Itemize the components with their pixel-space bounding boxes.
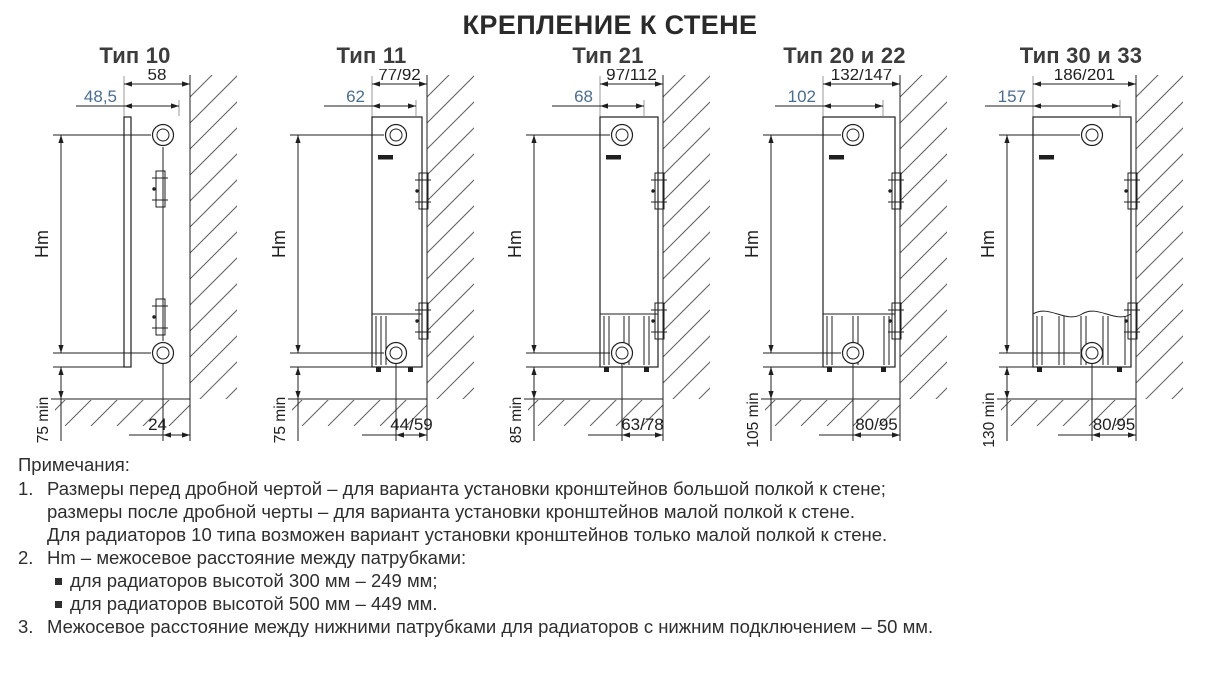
notes-section — [18, 453, 1203, 638]
diagram-column-tip-11 — [261, 43, 483, 449]
bullet-square-icon — [55, 578, 62, 585]
diagram-tip-11 — [262, 69, 482, 449]
diagram-title-tip-30-33: Тип 30 и 33 — [1019, 43, 1143, 68]
dim-label-hm: Hm — [741, 230, 762, 258]
dim-label-hm: Hm — [268, 230, 289, 258]
dim-label-wall-offset: 80/95 — [1092, 415, 1136, 434]
dim-label-depth-front: 62 — [345, 87, 365, 106]
dim-label-floor-min: 75 min — [271, 396, 289, 444]
diagram-tip-30-33 — [971, 69, 1191, 449]
diagram-tip-20-22 — [735, 69, 955, 449]
note-body — [47, 615, 1203, 638]
note-line: размеры после дробной черты – для варианта установки кронштейнов малой полкой к стене. — [47, 501, 855, 522]
dim-label-wall-offset: 44/59 — [389, 415, 433, 434]
notes-list — [18, 477, 1203, 638]
notes-heading: Примечания: — [18, 454, 130, 475]
diagram-title-tip-10: Тип 10 — [99, 43, 171, 68]
dim-label-depth-front: 102 — [787, 87, 816, 106]
dim-label-depth-top: 77/92 — [377, 69, 421, 84]
dim-label-floor-min: 85 min — [508, 396, 525, 444]
page-title: КРЕПЛЕНИЕ К СТЕНЕ — [462, 10, 758, 40]
diagram-title-tip-20-22: Тип 20 и 22 — [783, 43, 906, 68]
dim-label-depth-top: 58 — [147, 69, 167, 84]
diagram-title-tip-21: Тип 21 — [572, 43, 644, 68]
diagram-tip-10 — [25, 69, 245, 449]
diagram-title-tip-11: Тип 11 — [336, 43, 407, 68]
note-number: 1. — [18, 478, 34, 499]
dim-label-wall-offset: 80/95 — [854, 415, 898, 434]
note-number: 2. — [18, 547, 34, 568]
dim-label-hm: Hm — [978, 230, 998, 258]
note-bullet: для радиаторов высотой 500 мм – 449 мм. — [47, 592, 1203, 615]
note-line: Hm – межосевое расстояние между патрубками: — [47, 547, 467, 568]
brand-logo — [378, 155, 393, 160]
diagram-column-tip-10 — [24, 43, 246, 449]
dim-label-depth-front: 48,5 — [83, 87, 117, 106]
note-line: Межосевое расстояние между нижними патрубками для радиаторов с нижним подключением – 50 мм. — [47, 616, 934, 637]
note-body — [47, 477, 1203, 546]
dim-label-floor-min: 105 min — [744, 392, 762, 448]
diagram-column-tip-30-33 — [970, 43, 1192, 449]
note-body — [47, 546, 1203, 615]
dim-label-depth-front: 68 — [574, 87, 593, 106]
diagram-row — [0, 41, 1220, 449]
dim-label-floor-min: 75 min — [35, 396, 52, 444]
dim-label-wall-offset: 63/78 — [621, 415, 664, 434]
dim-label-depth-top: 186/201 — [1053, 69, 1116, 84]
bullet-square-icon — [55, 601, 62, 608]
brand-logo — [606, 155, 621, 160]
dim-label-floor-min: 130 min — [981, 392, 998, 448]
dim-label-hm: Hm — [32, 230, 52, 258]
diagram-tip-21 — [498, 69, 718, 449]
note-number: 3. — [18, 616, 34, 637]
note-item — [18, 615, 1203, 638]
diagram-column-tip-20-22 — [734, 43, 956, 449]
dim-label-depth-top: 132/147 — [830, 69, 892, 84]
note-item — [18, 546, 1203, 615]
dim-label-depth-front: 157 — [997, 87, 1026, 106]
brand-logo — [829, 155, 844, 160]
dim-label-wall-offset: 24 — [148, 415, 167, 434]
note-bullet: для радиаторов высотой 300 мм – 249 мм; — [47, 569, 1203, 592]
note-item — [18, 477, 1203, 546]
note-line: Для радиаторов 10 типа возможен вариант установки кронштейнов только малой полкой к стене. — [47, 524, 888, 545]
dim-label-depth-top: 97/112 — [606, 69, 657, 84]
diagram-column-tip-21 — [497, 43, 719, 449]
note-line: Размеры перед дробной чертой – для варианта установки кронштейнов большой полкой к стене; — [47, 478, 886, 499]
dim-label-hm: Hm — [505, 230, 525, 258]
brand-logo — [1039, 155, 1054, 160]
